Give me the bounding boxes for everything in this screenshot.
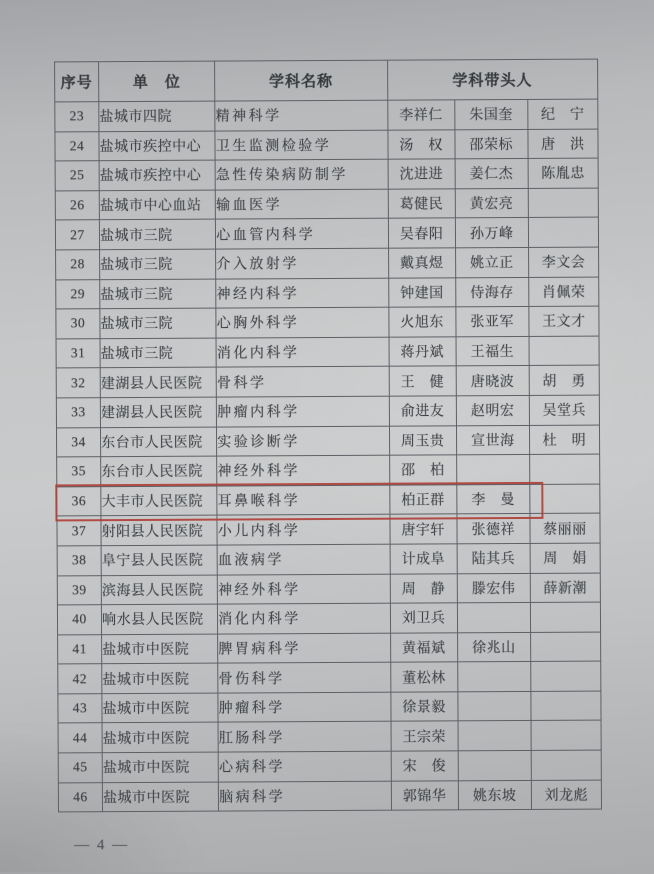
unit-cell: 盐城市中心血站 xyxy=(99,190,215,220)
row-number-cell: 34 xyxy=(56,427,100,457)
leader-name-cell: 刘龙彪 xyxy=(531,780,601,810)
leader-name-cell: 李文会 xyxy=(528,247,598,277)
discipline-cell: 实验诊断学 xyxy=(217,426,389,456)
table-body xyxy=(55,99,602,812)
leader-name-cell xyxy=(457,662,530,692)
unit-cell: 盐城市中医院 xyxy=(102,634,218,664)
leader-name-cell xyxy=(528,217,598,247)
table-row xyxy=(56,277,599,309)
leader-name-cell: 周 娟 xyxy=(530,543,600,573)
unit-cell: 盐城市中医院 xyxy=(102,782,218,812)
discipline-leaders-table xyxy=(54,59,602,813)
table-header xyxy=(55,59,598,102)
discipline-cell: 心血管内科学 xyxy=(216,219,388,249)
unit-cell: 射阳县人民医院 xyxy=(101,515,217,545)
leader-name-cell: 吴春阳 xyxy=(388,218,455,248)
row-number-cell: 46 xyxy=(58,782,102,812)
leader-name-cell xyxy=(457,603,530,633)
discipline-cell: 肛肠科学 xyxy=(218,722,390,752)
table-row xyxy=(55,99,598,131)
unit-cell: 盐城市疾控中心 xyxy=(99,131,215,161)
leader-name-cell xyxy=(531,721,601,751)
leader-name-cell xyxy=(528,188,598,218)
row-number-cell: 28 xyxy=(56,250,100,280)
unit-cell: 盐城市中医院 xyxy=(102,663,218,693)
table-row xyxy=(58,750,601,782)
leader-name-cell: 吴堂兵 xyxy=(529,395,599,425)
leader-name-cell: 孙万峰 xyxy=(455,218,528,248)
row-number-cell: 35 xyxy=(57,457,101,487)
row-number-cell: 43 xyxy=(58,694,102,724)
leader-name-cell: 周玉贵 xyxy=(389,425,456,455)
leader-name-cell xyxy=(458,721,531,751)
discipline-cell: 急性传染病防制学 xyxy=(215,159,387,189)
leader-name-cell: 俞进友 xyxy=(389,396,456,426)
discipline-cell: 神经外科学 xyxy=(217,455,389,485)
discipline-cell: 骨科学 xyxy=(216,367,388,397)
table-row xyxy=(55,188,598,220)
leader-name-cell: 肖佩荣 xyxy=(529,277,599,307)
leader-name-cell xyxy=(458,751,531,781)
row-number-cell: 33 xyxy=(56,398,100,428)
table-row xyxy=(56,336,599,368)
unit-cell: 盐城市三院 xyxy=(100,338,216,368)
table-row xyxy=(57,513,600,545)
unit-cell: 盐城市三院 xyxy=(100,308,216,338)
unit-cell: 盐城市三院 xyxy=(100,279,216,309)
unit-cell: 建湖县人民医院 xyxy=(100,367,216,397)
table-row xyxy=(58,661,601,693)
leader-name-cell: 刘卫兵 xyxy=(390,603,457,633)
row-number-cell: 29 xyxy=(56,279,100,309)
leader-name-cell: 邵荣标 xyxy=(455,129,528,159)
leader-name-cell: 沈进进 xyxy=(388,159,455,189)
discipline-cell: 耳鼻喉科学 xyxy=(217,485,389,515)
leader-name-cell xyxy=(531,750,601,780)
discipline-cell: 精神科学 xyxy=(215,100,387,130)
table-row xyxy=(55,158,598,190)
table-row xyxy=(58,780,601,812)
leader-name-cell: 姚立正 xyxy=(455,247,528,277)
header-row xyxy=(55,59,598,102)
table-row xyxy=(56,425,599,457)
leader-name-cell xyxy=(458,691,531,721)
discipline-cell: 脾胃病科学 xyxy=(218,633,390,663)
col-header-unit: 单 位 xyxy=(99,61,215,102)
unit-cell: 东台市人民医院 xyxy=(101,456,217,486)
leader-name-cell xyxy=(530,484,600,514)
leader-name-cell: 薛新潮 xyxy=(530,573,600,603)
unit-cell: 盐城市中医院 xyxy=(102,693,218,723)
leader-name-cell: 唐 洪 xyxy=(528,129,598,159)
leader-name-cell: 侍海存 xyxy=(455,277,528,307)
leader-name-cell: 黄宏亮 xyxy=(455,188,528,218)
discipline-cell: 神经内科学 xyxy=(216,278,388,308)
leader-name-cell: 朱国奎 xyxy=(454,99,527,129)
row-number-cell: 37 xyxy=(57,516,101,546)
leader-name-cell: 戴真煜 xyxy=(388,248,455,278)
row-number-cell: 38 xyxy=(57,546,101,576)
col-header-discipline: 学科名称 xyxy=(215,60,388,101)
leader-name-cell: 姜仁杰 xyxy=(455,159,528,189)
row-number-cell: 24 xyxy=(55,131,99,161)
table-row xyxy=(57,602,600,634)
page-number: — 4 — xyxy=(74,837,130,854)
leader-name-cell: 李祥仁 xyxy=(387,100,454,130)
discipline-cell: 消化内科学 xyxy=(216,337,388,367)
leader-name-cell: 陈胤忠 xyxy=(528,158,598,188)
unit-cell: 盐城市三院 xyxy=(100,249,216,279)
leader-name-cell: 胡 勇 xyxy=(529,365,599,395)
leader-name-cell: 陆其兵 xyxy=(457,543,530,573)
leader-name-cell: 赵明宏 xyxy=(456,395,529,425)
table-row xyxy=(57,484,600,516)
row-number-cell: 44 xyxy=(58,723,102,753)
leader-name-cell: 王 健 xyxy=(389,366,456,396)
row-number-cell: 36 xyxy=(57,486,101,516)
leader-name-cell: 宣世海 xyxy=(456,425,529,455)
leader-name-cell: 宋 俊 xyxy=(391,751,458,781)
leader-name-cell: 郭锦华 xyxy=(391,780,458,810)
discipline-cell: 输血医学 xyxy=(216,189,388,219)
leader-name-cell: 唐宇轩 xyxy=(390,514,457,544)
discipline-cell: 卫生监测检验学 xyxy=(215,130,387,160)
leader-name-cell: 徐景毅 xyxy=(390,692,457,722)
leader-name-cell: 徐兆山 xyxy=(457,632,530,662)
row-number-cell: 26 xyxy=(55,190,99,220)
leader-name-cell xyxy=(529,336,599,366)
leader-name-cell xyxy=(531,661,601,691)
leader-name-cell: 蔡丽丽 xyxy=(530,513,600,543)
leader-name-cell xyxy=(456,455,529,485)
discipline-cell: 脑病科学 xyxy=(219,781,391,811)
leader-name-cell: 滕宏伟 xyxy=(457,573,530,603)
row-number-cell: 23 xyxy=(55,102,99,132)
col-header-leaders: 学科带头人 xyxy=(387,59,598,100)
table-row xyxy=(58,691,601,723)
row-number-cell: 30 xyxy=(56,309,100,339)
table-row xyxy=(56,365,599,397)
leader-name-cell xyxy=(530,632,600,662)
unit-cell: 盐城市疾控中心 xyxy=(99,160,215,190)
leader-name-cell: 董松林 xyxy=(390,662,457,692)
table-row xyxy=(56,306,599,338)
leader-name-cell: 周 静 xyxy=(390,573,457,603)
leader-name-cell: 葛健民 xyxy=(388,189,455,219)
unit-cell: 东台市人民医院 xyxy=(101,427,217,457)
leader-name-cell: 火旭东 xyxy=(388,307,455,337)
leader-name-cell: 杜 明 xyxy=(529,425,599,455)
table-row xyxy=(58,721,601,753)
row-number-cell: 39 xyxy=(57,575,101,605)
row-number-cell: 41 xyxy=(58,634,102,664)
table-row xyxy=(55,129,598,161)
unit-cell: 建湖县人民医院 xyxy=(100,397,216,427)
leader-name-cell: 唐晓波 xyxy=(456,366,529,396)
leader-name-cell: 李 曼 xyxy=(456,484,529,514)
discipline-cell: 骨伤科学 xyxy=(218,662,390,692)
leader-name-cell: 蒋丹斌 xyxy=(389,337,456,367)
row-number-cell: 27 xyxy=(55,220,99,250)
discipline-cell: 肿瘤内科学 xyxy=(217,396,389,426)
table-row xyxy=(57,454,600,486)
leader-name-cell: 纪 宁 xyxy=(528,99,598,129)
table-row xyxy=(56,395,599,427)
unit-cell: 盐城市中医院 xyxy=(102,723,218,753)
unit-cell: 滨海县人民医院 xyxy=(101,575,217,605)
leader-name-cell xyxy=(529,454,599,484)
unit-cell: 盐城市三院 xyxy=(99,219,215,249)
row-number-cell: 32 xyxy=(56,368,100,398)
leader-name-cell: 邵 柏 xyxy=(389,455,456,485)
leader-name-cell: 王文才 xyxy=(529,306,599,336)
table-row xyxy=(55,217,598,249)
discipline-cell: 小儿内科学 xyxy=(217,514,389,544)
discipline-cell: 心病科学 xyxy=(218,751,390,781)
unit-cell: 盐城市四院 xyxy=(99,101,215,131)
row-number-cell: 31 xyxy=(56,338,100,368)
leader-name-cell: 柏正群 xyxy=(389,485,456,515)
row-number-cell: 40 xyxy=(57,605,101,635)
row-number-cell: 42 xyxy=(58,664,102,694)
unit-cell: 大丰市人民医院 xyxy=(101,486,217,516)
discipline-cell: 心胸外科学 xyxy=(216,307,388,337)
row-number-cell: 25 xyxy=(55,161,99,191)
leader-name-cell: 黄福斌 xyxy=(390,633,457,663)
leader-name-cell xyxy=(531,691,601,721)
leader-name-cell: 计成阜 xyxy=(390,544,457,574)
table-row xyxy=(57,573,600,605)
table-row xyxy=(56,247,599,279)
leader-name-cell: 张亚军 xyxy=(456,307,529,337)
discipline-cell: 消化内科学 xyxy=(218,603,390,633)
unit-cell: 盐城市中医院 xyxy=(102,752,218,782)
leader-name-cell xyxy=(530,602,600,632)
leader-name-cell: 钟建国 xyxy=(388,277,455,307)
unit-cell: 阜宁县人民医院 xyxy=(101,545,217,575)
row-number-cell: 45 xyxy=(58,753,102,783)
table-row xyxy=(57,543,600,575)
leader-name-cell: 张德祥 xyxy=(457,514,530,544)
col-header-index: 序号 xyxy=(55,62,99,102)
discipline-cell: 肿瘤科学 xyxy=(218,692,390,722)
discipline-cell: 介入放射学 xyxy=(216,248,388,278)
leader-name-cell: 汤 权 xyxy=(388,129,455,159)
discipline-cell: 血液病学 xyxy=(217,544,389,574)
table-row xyxy=(58,632,601,664)
leader-name-cell: 姚东坡 xyxy=(458,780,531,810)
leader-name-cell: 王福生 xyxy=(456,336,529,366)
unit-cell: 响水县人民医院 xyxy=(101,604,217,634)
discipline-cell: 神经外科学 xyxy=(218,574,390,604)
leader-name-cell: 王宗荣 xyxy=(391,721,458,751)
